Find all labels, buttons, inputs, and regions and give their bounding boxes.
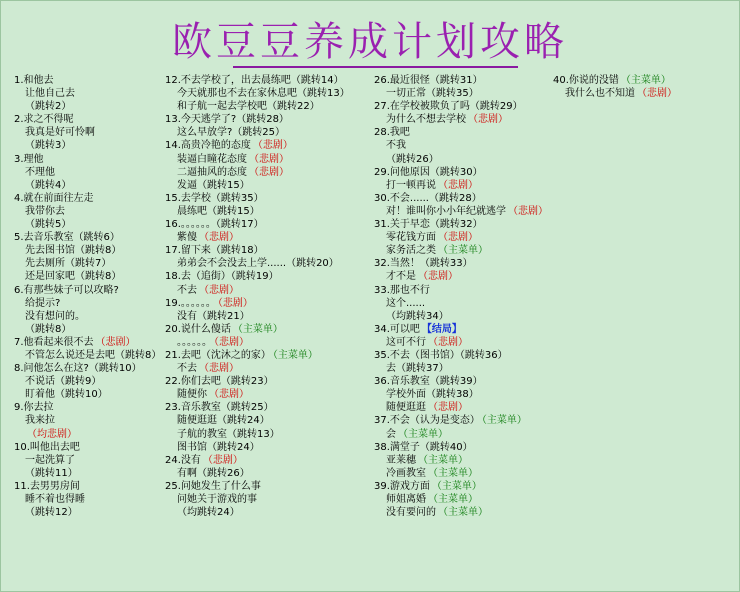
guide-line-text: 亚莱穗	[386, 454, 416, 466]
guide-line-text: 16.。。。。。。（跳转17）	[165, 219, 264, 231]
guide-line-text: 打一顿再说	[386, 179, 436, 191]
guide-line-text: 3.理他	[14, 153, 44, 165]
guide-line	[374, 270, 548, 283]
guide-line-text: 图书馆（跳转24）	[177, 441, 260, 453]
guide-line-text: 11.去男男房间	[14, 480, 80, 492]
guide-column-4	[553, 74, 677, 100]
guide-line	[374, 454, 548, 467]
guide-line	[14, 153, 161, 166]
guide-line	[14, 205, 161, 218]
guide-line	[374, 179, 548, 192]
guide-line-text: （跳转12）	[25, 507, 78, 519]
guide-line-text: 1.和他去	[14, 75, 54, 86]
guide-line-text: 家务活之类	[386, 245, 436, 257]
guide-line	[14, 336, 161, 349]
guide-line	[165, 428, 350, 441]
guide-line	[14, 388, 161, 401]
guide-line-text: 28.我吧	[374, 127, 410, 139]
guide-line	[374, 113, 548, 126]
guide-line	[165, 100, 350, 113]
bad-ending-tag: （悲剧）	[637, 88, 677, 100]
guide-line-text: （跳转8）	[25, 323, 72, 335]
guide-line	[374, 192, 548, 205]
guide-line	[374, 428, 548, 441]
guide-line	[165, 192, 350, 205]
guide-line-text: 没有（跳转21）	[177, 310, 250, 322]
guide-line-text: 给提示?	[25, 297, 61, 309]
guide-line	[14, 493, 161, 506]
guide-line-text: 32.当然！（跳转33）	[374, 258, 473, 270]
guide-line-text: 我带你去	[25, 205, 65, 217]
guide-line-text: （跳转26）	[386, 153, 439, 165]
guide-line	[374, 100, 548, 113]
guide-line-text: 我来拉	[25, 415, 55, 427]
guide-line-text: 36.音乐教室（跳转39）	[374, 376, 483, 388]
guide-line	[165, 388, 350, 401]
guide-line	[374, 87, 548, 100]
guide-line-text: 20.说什么傻话	[165, 323, 231, 335]
guide-line-text: 弟弟会不会没去上学......（跳转20）	[177, 258, 339, 270]
guide-line	[374, 414, 548, 427]
guide-line	[14, 310, 161, 323]
guide-line	[14, 323, 161, 336]
guide-line-text: 晨练吧（跳转15）	[177, 205, 260, 217]
guide-line-text: 这个......	[386, 297, 426, 309]
guide-line	[374, 310, 548, 323]
guide-line-text: 随便逛逛（跳转24）	[177, 415, 270, 427]
guide-line	[374, 166, 548, 179]
guide-line	[374, 441, 548, 454]
guide-line-text: 12.不去学校了，出去晨练吧（跳转14）	[165, 75, 344, 86]
main-menu-tag: （主菜单）	[620, 75, 671, 86]
guide-line-text: 为什么不想去学校	[386, 114, 466, 126]
guide-line	[14, 218, 161, 231]
guide-line-text: 冷画教室	[386, 467, 426, 479]
guide-line-text: （跳转11）	[25, 467, 78, 479]
guide-line-text: （跳转4）	[25, 179, 72, 191]
guide-line	[165, 375, 350, 388]
guide-line-text: 22.你们去吧（跳转23）	[165, 376, 274, 388]
bad-ending-tag: （悲剧）	[249, 166, 289, 178]
guide-line-text: 27.在学校被欺负了吗（跳转29）	[374, 101, 523, 113]
guide-line	[14, 375, 161, 388]
guide-line-text: 6.有那些妹子可以攻略?	[14, 284, 119, 296]
guide-line-text: 37.不会（认为是变态）	[374, 415, 480, 427]
guide-line	[374, 375, 548, 388]
bad-ending-tag: （悲剧）	[428, 402, 468, 414]
guide-line-text: 34.可以吧	[374, 323, 420, 335]
guide-line	[165, 284, 350, 297]
guide-line-text: 还是回家吧（跳转8）	[25, 271, 122, 283]
guide-line-text: 去（跳转37）	[386, 363, 449, 375]
guide-line	[374, 244, 548, 257]
guide-line-text: 装逼白瞳花态度	[177, 153, 247, 165]
guide-line	[165, 113, 350, 126]
guide-line-text: 问她关于游戏的事	[177, 494, 257, 505]
ending-tag: 【结局】	[421, 323, 462, 335]
guide-line	[14, 74, 161, 87]
guide-line-text: （跳转2）	[25, 101, 72, 113]
main-menu-tag: （主菜单）	[398, 428, 448, 440]
guide-line	[14, 401, 161, 414]
guide-line	[14, 414, 161, 427]
guide-line-text: 38.满堂子（跳转40）	[374, 441, 473, 453]
guide-line-text: 10.叫他出去吧	[14, 441, 80, 453]
guide-line-text: 不去	[177, 363, 197, 375]
guide-line	[165, 401, 350, 414]
main-menu-tag: （主菜单）	[428, 467, 478, 479]
guide-line-text: 24.没有	[165, 454, 201, 466]
guide-line	[14, 257, 161, 270]
guide-line-text: 13.今天逃学了?（跳转28）	[165, 114, 289, 126]
guide-column-2	[165, 74, 350, 519]
guide-line-text: 19.。。。。。。	[165, 297, 216, 309]
guide-line-text: 5.去音乐教室（跳转6）	[14, 232, 120, 244]
guide-line-text: 学校外面（跳转38）	[386, 389, 479, 401]
guide-line-text: 9.你去拉	[14, 402, 54, 414]
guide-line	[165, 126, 350, 139]
guide-line-text: 18.去（追街）（跳转19）	[165, 271, 279, 283]
guide-line-text: 14.高贵冷艳的态度	[165, 140, 251, 152]
guide-line-text: 让他自己去	[25, 88, 75, 100]
guide-line	[374, 401, 548, 414]
guide-line-text: 先去图书馆（跳转8）	[25, 245, 122, 257]
bad-ending-tag: （悲剧）	[418, 271, 458, 283]
guide-line-text: 不管怎么说还是去吧（跳转8）	[25, 349, 162, 361]
bad-ending-tag: （悲剧）	[209, 389, 249, 401]
bad-ending-tag: （悲剧）	[217, 297, 253, 309]
guide-line	[14, 139, 161, 152]
guide-line	[553, 74, 677, 87]
bad-ending-tag: （悲剧）	[199, 284, 239, 296]
guide-line	[14, 428, 161, 441]
guide-line	[374, 284, 548, 297]
guide-line-text: （均跳转24）	[177, 507, 240, 519]
guide-line-text: 17.留下来（跳转18）	[165, 245, 264, 257]
guide-line	[374, 126, 548, 139]
guide-line	[374, 139, 548, 152]
main-menu-tag: （主菜单）	[481, 415, 527, 427]
guide-line	[165, 153, 350, 166]
guide-line-text: 这可不行	[386, 336, 426, 348]
guide-line-text: 21.去吧（沈沐之的家）	[165, 349, 271, 361]
guide-line	[165, 205, 350, 218]
guide-line	[374, 323, 548, 336]
bad-ending-tag: （悲剧）	[199, 232, 239, 244]
guide-line	[374, 336, 548, 349]
bad-ending-tag: （悲剧）	[95, 336, 136, 348]
guide-line	[14, 113, 161, 126]
guide-line	[14, 467, 161, 480]
guide-line-text: 30.不会......（跳转28）	[374, 192, 482, 204]
guide-line-text: 不我	[386, 140, 406, 152]
guide-line	[14, 244, 161, 257]
guide-line	[374, 467, 548, 480]
guide-line-text: 师姐离婚	[386, 494, 426, 505]
guide-line-text: 15.去学校（跳转35）	[165, 192, 264, 204]
main-menu-tag: （主菜单）	[438, 245, 488, 257]
guide-line-text: 29.问他原因（跳转30）	[374, 166, 483, 178]
page-title: 欧豆豆养成计划攻略	[172, 19, 568, 65]
bad-ending-tag: （悲剧）	[202, 454, 243, 466]
bad-ending-tag: （均悲剧）	[27, 428, 77, 440]
guide-line	[165, 323, 350, 336]
guide-line	[14, 166, 161, 179]
guide-line-text: 发逼（跳转15）	[177, 179, 250, 191]
guide-line	[374, 74, 548, 87]
guide-line-text: （跳转3）	[25, 140, 72, 152]
guide-line-text: 不说话（跳转9）	[25, 376, 102, 388]
main-menu-tag: （主菜单）	[418, 454, 468, 466]
guide-line	[14, 284, 161, 297]
guide-line	[165, 74, 350, 87]
guide-line-text: 2.求之不得呢	[14, 114, 74, 126]
guide-line-text: 一切正常（跳转35）	[386, 88, 479, 100]
guide-line	[374, 480, 548, 493]
bad-ending-tag: （悲剧）	[428, 336, 468, 348]
guide-line-text: 我什么也不知道	[565, 88, 635, 100]
guide-line-text: 子航的教室（跳转13）	[177, 428, 280, 440]
bad-ending-tag: （悲剧）	[214, 336, 249, 348]
bad-ending-tag: （悲剧）	[249, 153, 289, 165]
guide-line	[14, 87, 161, 100]
guide-line	[14, 179, 161, 192]
guide-line	[165, 231, 350, 244]
guide-line	[374, 388, 548, 401]
guide-line-text: 23.音乐教室（跳转25）	[165, 402, 274, 414]
guide-line-text: 才不是	[386, 271, 416, 283]
guide-line-text: （跳转5）	[25, 219, 72, 231]
guide-line-text: 紫傻	[177, 232, 197, 244]
main-menu-tag: （主菜单）	[232, 323, 283, 335]
guide-line-text: 今天就那也不去在家休息吧（跳转13）	[177, 88, 350, 100]
guide-line	[14, 270, 161, 283]
guide-line-text: 26.最近很怪（跳转31）	[374, 75, 483, 86]
guide-line	[165, 414, 350, 427]
guide-line-text: 没有想问的。	[25, 310, 85, 322]
guide-line	[14, 100, 161, 113]
guide-line	[374, 257, 548, 270]
guide-column-3	[374, 74, 548, 519]
guide-line	[165, 362, 350, 375]
main-menu-tag: （主菜单）	[431, 480, 482, 492]
guide-line	[374, 297, 548, 310]
guide-line-text: 对！谁叫你小小年纪就逃学	[386, 205, 506, 217]
guide-line-text: 。。。。。。	[177, 336, 212, 348]
guide-line	[374, 231, 548, 244]
guide-line-text: 零花钱方面	[386, 232, 436, 244]
guide-line	[165, 87, 350, 100]
guide-line	[165, 218, 350, 231]
guide-line	[14, 192, 161, 205]
guide-line	[14, 349, 161, 362]
guide-line	[165, 310, 350, 323]
guide-line	[14, 480, 161, 493]
guide-line	[165, 467, 350, 480]
bad-ending-tag: （悲剧）	[438, 232, 478, 244]
bad-ending-tag: （悲剧）	[468, 114, 508, 126]
guide-line	[374, 349, 548, 362]
guide-line-text: 39.游戏方面	[374, 480, 430, 492]
title-underline	[233, 66, 518, 68]
guide-line-text: 35.不去（图书馆）（跳转36）	[374, 349, 508, 361]
guide-line-text: 7.他看起来很不去	[14, 336, 94, 348]
guide-line	[14, 454, 161, 467]
guide-line	[14, 231, 161, 244]
guide-line-text: 不理他	[25, 166, 55, 178]
guide-line	[165, 166, 350, 179]
main-menu-tag: （主菜单）	[428, 494, 478, 505]
guide-line-text: 随便你	[177, 389, 207, 401]
guide-line-text: 会	[386, 428, 396, 440]
guide-line	[165, 336, 350, 349]
guide-line-text: 睡不着也得睡	[25, 494, 85, 505]
guide-line-text: 8.问他怎么在这?（跳转10）	[14, 363, 142, 375]
guide-line-text: 和子航一起去学校吧（跳转22）	[177, 101, 320, 113]
main-menu-tag: （主菜单）	[272, 349, 318, 361]
guide-line-text: 25.问她发生了什么事	[165, 480, 261, 492]
guide-line	[165, 480, 350, 493]
guide-line	[165, 493, 350, 506]
guide-line-text: 一起洗算了	[25, 454, 75, 466]
guide-line	[374, 493, 548, 506]
guide-line	[165, 244, 350, 257]
guide-line	[165, 454, 350, 467]
guide-line-text: 40.你说的没错	[553, 75, 619, 86]
guide-line	[374, 153, 548, 166]
main-menu-tag: （主菜单）	[438, 507, 488, 519]
guide-line	[165, 257, 350, 270]
guide-line	[165, 297, 350, 310]
bad-ending-tag: （悲剧）	[199, 363, 239, 375]
guide-line	[165, 441, 350, 454]
guide-line-text: 有啊（跳转26）	[177, 467, 250, 479]
guide-line	[165, 139, 350, 152]
guide-line	[165, 179, 350, 192]
guide-line	[553, 87, 677, 100]
guide-line-text: 二逼抽风的态度	[177, 166, 247, 178]
guide-line-text: 我真是好可怜啊	[25, 127, 95, 139]
bad-ending-tag: （悲剧）	[252, 140, 293, 152]
guide-line-text: 33.那也不行	[374, 284, 430, 296]
guide-line	[374, 218, 548, 231]
guide-line-text: 这么早放学?（跳转25）	[177, 127, 286, 139]
guide-line-text: 不去	[177, 284, 197, 296]
guide-line	[14, 506, 161, 519]
guide-line	[165, 270, 350, 283]
guide-line	[14, 362, 161, 375]
guide-line	[374, 205, 548, 218]
guide-line	[374, 506, 548, 519]
guide-line-text: 没有要问的	[386, 507, 436, 519]
guide-line	[374, 362, 548, 375]
guide-line-text: 随便逛逛	[386, 402, 426, 414]
guide-line	[14, 126, 161, 139]
guide-line-text: 4.就在前面往左走	[14, 192, 94, 204]
guide-line-text: 盯着他（跳转10）	[25, 389, 108, 401]
guide-line	[14, 441, 161, 454]
bad-ending-tag: （悲剧）	[508, 205, 548, 217]
guide-line	[14, 297, 161, 310]
guide-line-text: 31.关于早恋（跳转32）	[374, 219, 483, 231]
guide-column-1	[14, 74, 161, 519]
guide-line	[165, 349, 350, 362]
guide-line-text: 先去厕所（跳转7）	[25, 258, 112, 270]
guide-line-text: （均跳转34）	[386, 310, 449, 322]
bad-ending-tag: （悲剧）	[438, 179, 478, 191]
guide-line	[165, 506, 350, 519]
